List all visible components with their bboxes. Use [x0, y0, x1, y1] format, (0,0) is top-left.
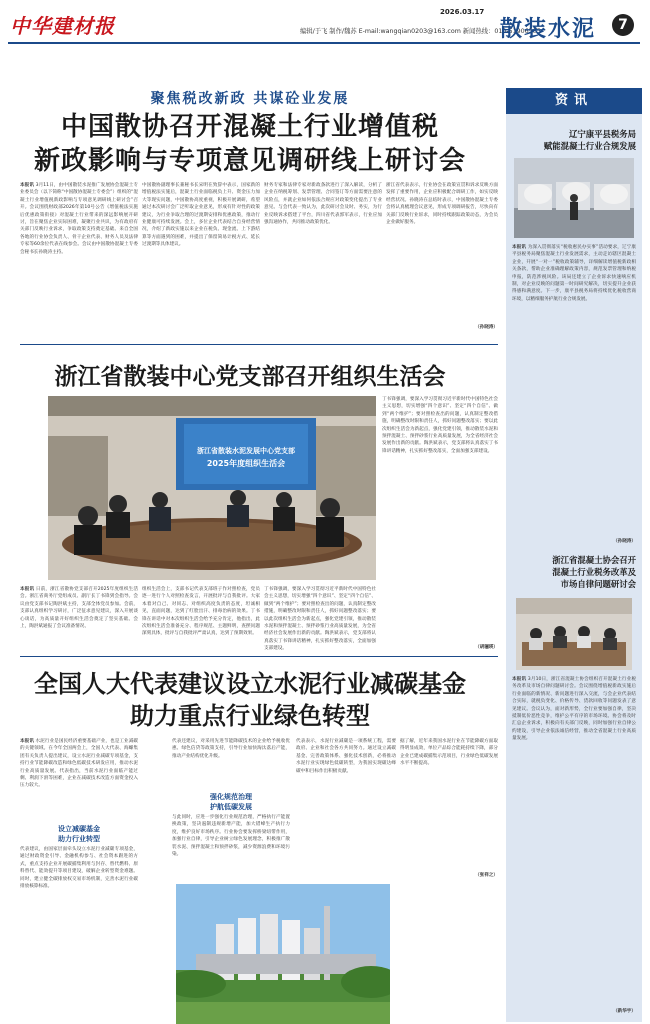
article1-byline: （孙晓涛） [475, 325, 498, 330]
sidebar-item1-author: 本报讯 [512, 245, 527, 250]
article1-col1-text: 3月11日，由中国散装水泥推广发展协会混凝土专业委员会（以下简称“中国散协混凝土专委会”）组织的“混凝土行业增值税新政影响与专项意见调研线上研讨会”召开。会议围绕财政部2026年第10号公告《增值税法实施后优惠政策衔接》对混凝土行业带来的深远影响展开研讨，旨在聚焦企业实际困难，凝聚行业共识，为有政府有关部门反映行业诉求，争取政策支持奠定基础。来自全国各地的行业协会负责人、骨干企业代表、财务人员及法律专家等60余位代表在线参会。会议由中国散协混凝土专委会秘书长孙晓涛主持。 [20, 183, 138, 255]
article1-col2-text: 中国散协副理事长兼秘书长宋明在致辞中表示，国家新的增值税法实施后，混凝土行业面临税负上升、资金压力加大等现实问题，中国散协高度重视，积极开展调研，希望通过本次研讨会广泛听取企业意见，形成有针对性的政策建议，为行业争取合理的过渡期安排和优惠政策，推动行业健康可持续发展。会上，多位企业代表结合自身经营情况，介绍了新政实施以来企业在税负、现金流、上下游结算等方面遇到的困难，并提出了保留简易计税方式、延长过渡期等具体建议。 [142, 183, 260, 248]
article3-byline: （张祥之） [475, 873, 498, 878]
article3-subhead-2: 助力行业转型 [58, 835, 100, 843]
article1-kicker: 聚焦税改新政 共谋砼业发展 [150, 91, 350, 107]
article2-col1-text: 日前，浙江省散协党支部召开2025年度组织生活会。浙江省商务厅党组成员、副厅长丁书锋到会指导。会议由党支部书记陶洪斌主持，支部全体党员参加。会前，支部认真组织学习研讨，广泛征求意见建议，深入开展谈心谈话，为高质量开好组织生活会奠定了坚实基础。会上，陶洪斌通报了会议准备情况、 [20, 587, 138, 630]
article2-col3-text: 丁书锋强调，要深入学习贯彻习近平新时代中国特色社会主义思想，切实增强“四个意识”、坚定“四个自信”、做到“两个维护”；要对照检查出的问题，认真制定整改措施，明确整改时限和责任人，抓好问题整改落实；要以此次组织生活会为新起点，强化党建引领，推动散装水泥和预拌混凝土、预拌砂浆行业高质量发展，为全省经济社会发展作出新的贡献。陶洪斌表示，党支部将认真落实丁书锋讲话精神，扎实抓好整改落实，全面加强支部建设。 [264, 587, 376, 652]
article3-column-3 [296, 738, 396, 880]
article3-col2b-text: 与此同时，应进一步强化行业规范治理，严格执行产能置换政策，坚决遏制违规新增产能，加大错峰生产执行力度，维护良好市场秩序。行业协会要发挥桥梁纽带作用，加强行业自律，引导企业树立绿色发展理念，积极推广散装水泥、预拌混凝土和预拌砂浆，减少资源浪费和环境污染。 [172, 815, 290, 858]
article3-title-line2: 助力重点行业绿色转型 [130, 702, 370, 730]
article2-col3-cont: 丁书锋强调，要深入学习贯彻习近平新时代中国特色社会主义思想，切实增强“四个意识”、坚定“四个自信”、做到“两个维护”；要对照检查出的问题，认真制定整改措施，明确整改时限和责任人，抓好问题整改落实；要以此次组织生活会为新起点，强化党建引领，推动散装水泥和预拌混凝土、预拌砂浆行业高质量发展，为全省经济社会发展作出新的贡献。陶洪斌表示，党支部将认真落实丁书锋讲话精神，扎实抓好整改落实，全面加强支部建设。 [382, 397, 498, 454]
sidebar-item2-title-line3: 市场自律问题研讨会 [560, 579, 636, 589]
sidebar-item1-photo [514, 158, 634, 238]
article2-column-1 [20, 586, 138, 652]
article3-column-2 [172, 738, 290, 788]
cement-plant-image [176, 884, 390, 1024]
article2-column-4 [382, 396, 498, 642]
newspaper-logo: 中华建材报 [10, 14, 115, 38]
editor-info: 编辑/于飞 制作/魏苏 E-mail:wangqian0203@163.com 新闻热线：010-51906505 [300, 28, 541, 35]
header-divider [8, 42, 640, 44]
article1-col3-text: 财务专家和法律专家对新政条款进行了深入解读，分析了企业在纳税筹划、发票管理、合同签订等方面需要注意的风险点，并就企业如何依法合规应对政策变化提出了专业意见。与会代表一致认为，此次研讨会及时、务实，为行业反映诉求搭建了平台，四川省代表郭军表示，行业应加强沟通协作，共同推动政策优化。 [264, 183, 382, 226]
article2-title: 浙江省散装中心党支部召开组织生活会 [54, 364, 446, 390]
sidebar-item1-byline: （孙晓涛） [613, 539, 636, 544]
article1-column-2 [142, 182, 260, 332]
sidebar-item2-author: 本报讯 [512, 677, 527, 682]
article1-author: 本报讯 [20, 183, 35, 188]
sidebar-item2-photo [516, 598, 632, 670]
article1-title-line1: 中国散协召开混凝土行业增值税 [60, 112, 439, 142]
sidebar-header: 资讯 [506, 88, 642, 114]
sidebar-item2-byline: （新华宇） [613, 1009, 636, 1014]
article2-byline: （胡骊瑛） [475, 645, 498, 650]
article2-col2-text: 组织生活会上，支部书记代表支部班子作对照检查，党员逐一进行个人对照检查发言，开展批评与自我批评。大家本着对自己、对同志、对组织高度负责的态度，坦诚相见，直面问题，达到了红脸出汗、排毒治病的效果。丁书锋在讲话中对本次组织生活会给予充分肯定，他指出，此次组织生活会准备充分、程序规范、主题鲜明，查摆问题深刻具体，批评与自我批评严肃认真，达到了预期效果。 [142, 587, 260, 637]
sidebar-item2-text [512, 676, 636, 1006]
issue-date: 2026.03.17 [440, 8, 485, 16]
article3-title-line1: 全国人大代表建议设立水泥行业减碳基金 [34, 670, 466, 698]
concrete-trucks-image [514, 158, 634, 238]
divider-2 [20, 656, 498, 657]
article2-column-3 [264, 586, 376, 652]
article1-column-1 [20, 182, 138, 332]
sidebar-item1-text [512, 244, 636, 536]
article2-author: 本报讯 [20, 587, 35, 592]
article1-col4-text: 浙江省代表表示，行业协会在政策宣贯和诉求反映方面发挥了重要作用，企业应积极配合调研工作，如实反映经营状况。孙晓涛在总结时表示，中国散协混凝土专委会将认真梳理会议意见，形成专项调研报告，尽快向有关部门反映行业诉求，同时持续跟踪政策动态，为会员企业做好服务。 [386, 183, 498, 226]
article3-col2-text: 代表还建议，对采用先进节能降碳技术的企业给予税收优惠、绿色信贷等政策支持，引导行业加快淘汰落后产能，推动产业结构优化升级。 [172, 739, 290, 759]
article1-title-line2: 新政影响与专项意见调研线上研讨会 [33, 146, 466, 176]
cement-plant-photo [176, 884, 390, 1024]
article3-column-1b [20, 846, 138, 1022]
sidebar-item2-title-line2: 混凝土行业税务改革及 [552, 567, 636, 577]
article2-column-2 [142, 586, 260, 652]
article3-subhead-4: 护航低碳发展 [210, 803, 252, 811]
sidebar-item1-title-line1: 辽宁康平县税务局 [569, 129, 636, 139]
divider-1 [20, 344, 498, 345]
article3-subhead-1: 设立减碳基金 [58, 825, 100, 833]
article3-col1-text: 水泥行业是国民经济重要基础产业，也是工业减碳的关键领域。在今年全国两会上，全国人大代表、海螺集团有关负责人提出建议，设立水泥行业减碳专项基金，支持行业节能降碳改造和绿色低碳技术研发应用，推动水泥行业高质量发展。代表指出，当前水泥行业面临产能过剩、利润下滑等困难，企业在减碳技术改造方面资金投入压力较大。 [20, 739, 138, 789]
photo-banner-line2: 2025年度组织生活会 [206, 459, 286, 468]
sidebar-item2-title-line1: 浙江省混凝土协会召开 [552, 555, 636, 565]
section-title: 散装水泥 [500, 17, 597, 42]
photo-banner-line1: 浙江省散装水泥发展中心党支部 [197, 447, 295, 455]
article3-subhead-3: 强化规范治理 [210, 793, 252, 801]
article3-col4-text: 据了解，近年来我国水泥行业在节能降碳方面取得明显成效，单位产品综合能耗持续下降，部分企业已建成碳捕集示范项目，行业绿色低碳发展水平不断提高。 [400, 739, 498, 767]
article1-column-3 [264, 182, 382, 332]
article1-column-4 [386, 182, 498, 322]
article3-col1b-text: 代表建议，由国家层面牵头设立水泥行业减碳专项基金，通过财政资金引导、金融机构参与、社会资本跟进的方式，重点支持企业开展碳捕集利用与封存、替代燃料、原料替代、能效提升等项目建设，破解企业转型资金难题。同时，建立健全碳排放权交易市场机制，完善水泥行业碳排放核算标准。 [20, 847, 138, 890]
sidebar-item1-body: 为深入贯彻落实“税收惠民办实事”活动要求，辽宁康平县税务局聚焦混凝土行业发展需求，主动走访辖区混凝土企业，开展“一对一”税收政策辅导，详细解读增值税新政相关条款，帮助企业准确理解政策内容，规范发票管理和纳税申报，防范涉税风险。该局还建立了企业诉求快速响应机制，对企业反映的问题第一时间研究解决，切实提升企业获得感和满意度。下一步，康平县税务局将持续优化税收营商环境，以精细服务护航行业合规发展。 [512, 245, 636, 302]
meeting-scene-image [48, 396, 376, 580]
sidebar-item2-body: 3月10日，浙江省混凝土协会组织召开混凝土行业税务改革及市场自律问题研讨会。会议围绕增值税新政实施后行业面临的新情况、新问题进行深入交流，与会企业代表结合实际，就税负变化、价格传导、货款回收等问题发表了意见建议。会议认为，面对新形势，全行业要加强自律，坚决抵制低价恶性竞争，维护公平有序的市场环境。协会将及时汇总企业诉求，积极向有关部门反映，同时加强行业自律公约建设，引导企业依法诚信经营，推动全省混凝土行业高质量发展。 [512, 677, 636, 742]
article3-column-4 [400, 738, 498, 870]
article3-author: 本报讯 [20, 739, 34, 744]
meeting-photo [48, 396, 376, 580]
article3-column-1 [20, 738, 138, 820]
sidebar-item1-title-line2: 赋能混凝土行业合规发展 [543, 141, 636, 151]
seminar-image [516, 598, 632, 670]
article3-col3-text: 代表表示，水泥行业减碳是一项系统工程，需要政府、企业和社会各方共同努力。通过设立减碳基金、完善政策体系、强化技术创新，必将推动水泥行业实现绿色低碳转型，为我国实现碳达峰碳中和目标作出积极贡献。 [296, 739, 396, 774]
circle-number-icon: 7 [612, 14, 634, 36]
article3-column-2b [172, 814, 290, 880]
